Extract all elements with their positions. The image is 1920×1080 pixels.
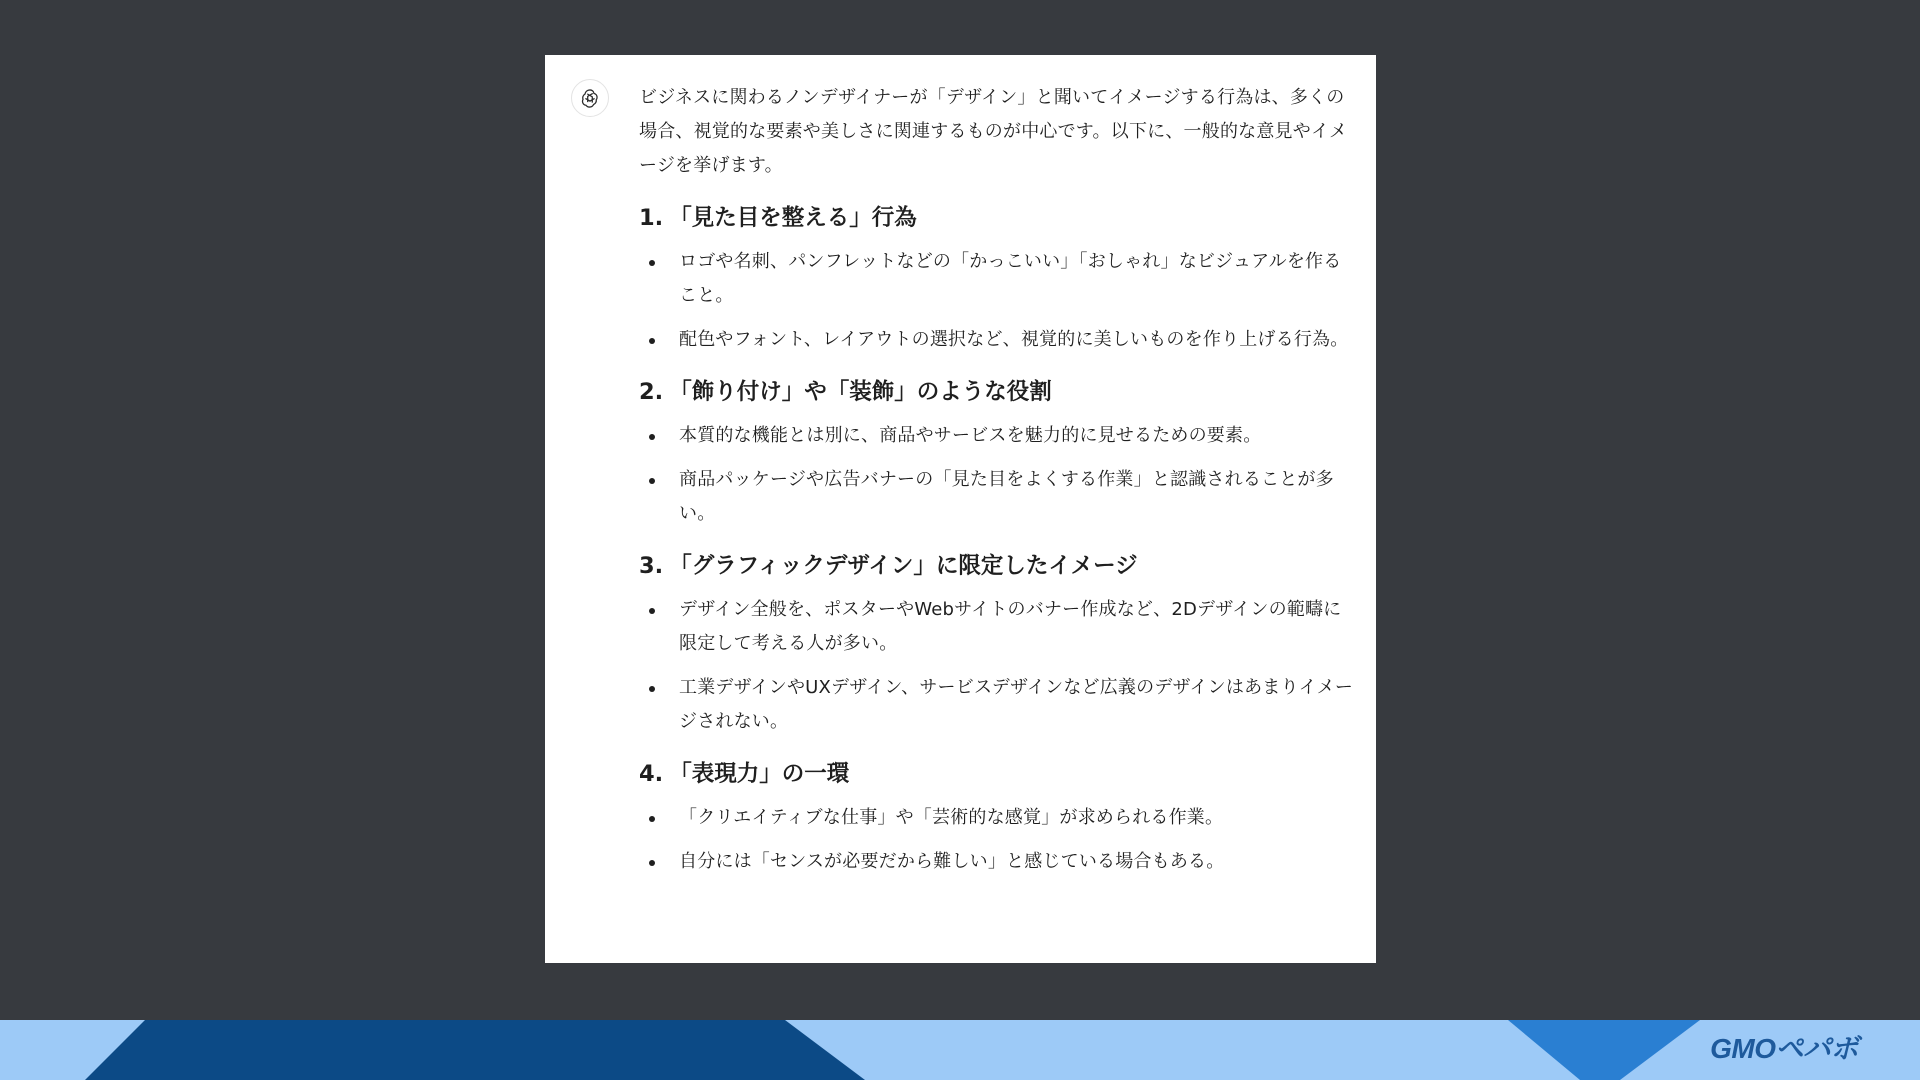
section-number: 1. (639, 205, 664, 231)
section-2 (639, 375, 1359, 531)
section-title: 「見た目を整える」行為 (669, 205, 917, 231)
list-item (639, 245, 1359, 313)
list-item-text: 商品パッケージや広告バナーの「見た目をよくする作業」と認識されることが多い。 (679, 469, 1334, 524)
list-item-text: デザイン全般を、ポスターやWebサイトのバナー作成など、2Dデザインの範疇に限定して考える人が多い。 (679, 599, 1342, 654)
section-3 (639, 549, 1359, 739)
list-item (639, 463, 1359, 531)
list-item (639, 671, 1359, 739)
bullet-dot-icon (649, 338, 655, 344)
bullet-dot-icon (649, 434, 655, 440)
section-list (639, 201, 1359, 879)
list-item-text: ロゴや名刺、パンフレットなどの「かっこいい」「おしゃれ」なビジュアルを作ること。 (679, 251, 1342, 306)
section-heading (639, 201, 1359, 235)
bullet-list (639, 419, 1359, 531)
section-number: 4. (639, 761, 664, 787)
section-title: 「飾り付け」や「装飾」のような役割 (669, 379, 1052, 405)
list-item (639, 593, 1359, 661)
footer-band (0, 1020, 1920, 1080)
section-number: 3. (639, 553, 664, 579)
section-heading (639, 375, 1359, 409)
list-item-text: 配色やフォント、レイアウトの選択など、視覚的に美しいものを作り上げる行為。 (679, 329, 1349, 350)
bullet-list (639, 801, 1359, 879)
chat-message-card (545, 55, 1376, 963)
list-item (639, 801, 1359, 835)
gmo-pepabo-logo: GMOペパボ (1710, 1033, 1858, 1064)
section-heading (639, 549, 1359, 583)
section-title: 「表現力」の一環 (669, 761, 850, 787)
list-item-text: 工業デザインやUXデザイン、サービスデザインなど広義のデザインはあまりイメージされない。 (679, 677, 1354, 732)
list-item (639, 323, 1359, 357)
list-item (639, 419, 1359, 453)
assistant-avatar (571, 79, 609, 117)
bullet-dot-icon (649, 608, 655, 614)
bullet-dot-icon (649, 686, 655, 692)
bullet-dot-icon (649, 478, 655, 484)
bullet-dot-icon (649, 816, 655, 822)
message-content (639, 81, 1359, 889)
section-title: 「グラフィックデザイン」に限定したイメージ (669, 553, 1138, 579)
section-heading (639, 757, 1359, 791)
chatgpt-logo-icon (579, 87, 601, 109)
footer-decoration (0, 1020, 1920, 1080)
bullet-list (639, 593, 1359, 739)
section-number: 2. (639, 379, 664, 405)
bullet-dot-icon (649, 860, 655, 866)
section-1 (639, 201, 1359, 357)
list-item-text: 「クリエイティブな仕事」や「芸術的な感覚」が求められる作業。 (679, 807, 1224, 828)
bullet-list (639, 245, 1359, 357)
bullet-dot-icon (649, 260, 655, 266)
list-item-text: 自分には「センスが必要だから難しい」と感じている場合もある。 (679, 851, 1225, 872)
intro-paragraph: ビジネスに関わるノンデザイナーが「デザイン」と聞いてイメージする行為は、多くの場合、視覚的な要素や美しさに関連するものが中心です。以下に、一般的な意見やイメージを挙げます。 (639, 87, 1348, 176)
list-item-text: 本質的な機能とは別に、商品やサービスを魅力的に見せるための要素。 (679, 425, 1262, 446)
list-item (639, 845, 1359, 879)
section-4 (639, 757, 1359, 879)
